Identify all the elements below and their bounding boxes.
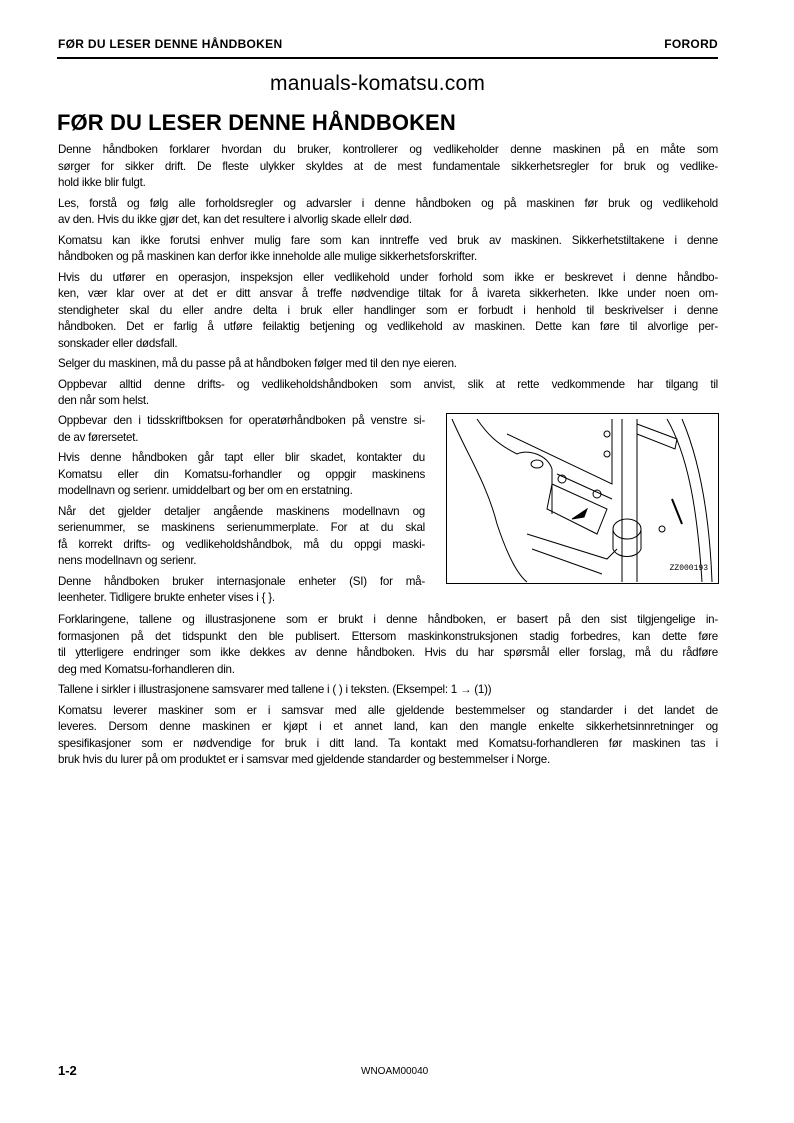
text-line: serienummer, se maskinens serienummerplate. For at du skal bbox=[58, 521, 425, 534]
text-line: Les, forstå og følg alle forholdsregler og advarsler i denne håndboken og på maskinen før bruk og vedlikehold bbox=[58, 196, 718, 210]
running-header-title: FØR DU LESER DENNE HÅNDBOKEN bbox=[58, 37, 283, 51]
text-line: Komatsu eller din Komatsu-forhandler og oppgir maskinens bbox=[58, 467, 425, 481]
paragraph bbox=[58, 612, 718, 678]
text-line: Oppbevar alltid denne drifts- og vedlikeholdshåndboken som anvist, slik at rette vedkommende har tilgang til bbox=[58, 377, 718, 391]
text-line: Komatsu leverer maskiner som er i samsvar med alle gjeldende bestemmelser og standarder i det landet de bbox=[58, 703, 718, 717]
text-line: de av førersetet. bbox=[58, 430, 139, 444]
document-code: WNOAM00040 bbox=[361, 1066, 429, 1077]
text-line: håndboken. Det er farlig å utføre feilaktig betjening og vedlikehold av maskinen. Dette kan føre til alvorlige per- bbox=[58, 320, 718, 333]
paragraph bbox=[58, 682, 718, 699]
text-line: av den. Hvis du ikke gjør det, kan det resultere i alvorlig skade ellelr død. bbox=[58, 213, 412, 226]
header-rule bbox=[57, 57, 718, 59]
text-line: Forklaringene, tallene og illustrasjonene som er brukt i denne håndboken, er basert på den sist tilgjengelige in- bbox=[58, 613, 718, 626]
running-header-chapter: FORORD bbox=[664, 37, 718, 51]
text-line: Tallene i sirkler i illustrasjonene samsvarer med tallene i ( ) i teksten. (Eksempel: 1 → (1)) bbox=[58, 683, 492, 696]
text-line: hold ikke blir fulgt. bbox=[58, 176, 146, 189]
figure-code: ZZ000193 bbox=[669, 564, 708, 573]
paragraph bbox=[58, 233, 718, 266]
text-line: Oppbevar den i tidsskriftboksen for operatørhåndboken på venstre si- bbox=[58, 414, 425, 427]
text-line: nens modellnavn og serienr. bbox=[58, 554, 197, 567]
paragraph bbox=[58, 703, 718, 769]
text-line: Denne håndboken bruker internasjonale enheter (SI) for må- bbox=[58, 574, 425, 588]
text-line: modellnavn og serienr. umiddelbart og ber om en erstatning. bbox=[58, 484, 353, 497]
text-line: spesifikasjoner som er nødvendige for bruk i ditt land. Ta kontakt med Komatsu-forhandleren før maskinen tas i bbox=[58, 736, 718, 750]
text-line: få korrekt drifts- og vedlikeholdshåndbok, må du oppgi maski- bbox=[58, 537, 425, 551]
text-line: Hvis du utfører en operasjon, inspeksjon eller vedlikehold under forhold som ikke er beskrevet i denne håndbo- bbox=[58, 270, 718, 284]
paragraph bbox=[58, 450, 425, 500]
text-line: ken, vær klar over at det er ditt ansvar å treffe nødvendige tiltak for å ivareta sikkerheten. Ikke under noen om- bbox=[58, 287, 718, 300]
watermark: manuals-komatsu.com bbox=[270, 72, 486, 95]
text-line: Komatsu kan ikke forutsi enhver mulig fare som kan inntreffe ved bruk av maskinen. Sikkerhetstiltakene i denne bbox=[58, 233, 718, 247]
manual-storage-illustration bbox=[446, 413, 719, 584]
paragraph bbox=[58, 196, 718, 229]
text-line: sonskader eller dødsfall. bbox=[58, 336, 178, 350]
body-text-top bbox=[58, 142, 718, 414]
text-line: stendigheter skal du eller andre delta i bruk eller handlinger som er forbudt i henhold til beskrivelser i denne bbox=[58, 303, 718, 317]
text-line: Denne håndboken forklarer hvordan du bruker, kontrollerer og vedlikeholder denne maskinen på en måte som bbox=[58, 143, 718, 156]
text-line: sørger for sikker drift. De fleste ulykker skyldes at de mest fundamentale sikkerhetsregler for bruk og vedlike- bbox=[58, 159, 718, 173]
text-line: Hvis denne håndboken går tapt eller blir skadet, kontakter du bbox=[58, 451, 425, 464]
body-text-beside-figure bbox=[58, 413, 425, 611]
paragraph bbox=[58, 504, 425, 570]
text-line: Når det gjelder detaljer angående maskinens modellnavn og bbox=[58, 504, 425, 518]
page-number: 1-2 bbox=[58, 1063, 77, 1078]
text-line: til ytterligere endringer som ikke dekkes av denne håndboken. Hvis du har spørsmål eller forslag, må du rådføre bbox=[58, 646, 718, 659]
paragraph bbox=[58, 270, 718, 353]
paragraph bbox=[58, 574, 425, 607]
paragraph bbox=[58, 377, 718, 410]
text-line: leveres. Dersom denne maskinen er kjøpt i et annet land, kan den mangle enkelte sikkerhetsinnretninger og bbox=[58, 720, 718, 733]
paragraph bbox=[58, 142, 718, 192]
body-text-bottom bbox=[58, 612, 718, 773]
text-line: bruk hvis du lurer på om produktet er i samsvar med gjeldende standarder og bestemmelser i Norge. bbox=[58, 753, 550, 766]
text-line: deg med Komatsu-forhandleren din. bbox=[58, 662, 235, 676]
text-line: håndboken og på maskinen kan derfor ikke inneholde alle mulige sikkerhetsforskrifter. bbox=[58, 250, 477, 263]
page-title: FØR DU LESER DENNE HÅNDBOKEN bbox=[57, 110, 456, 135]
text-line: formasjonen på det tidspunkt den ble publisert. Ettersom maskinkonstruksjonen stadig forbedres, kan dette føre bbox=[58, 629, 718, 643]
text-line: den når som helst. bbox=[58, 394, 149, 407]
text-line: Selger du maskinen, må du passe på at håndboken følger med til den nye eieren. bbox=[58, 357, 457, 370]
storage-box-drawing bbox=[447, 414, 718, 583]
paragraph bbox=[58, 356, 718, 373]
text-line: leenheter. Tidligere brukte enheter vises i { }. bbox=[58, 591, 275, 604]
paragraph bbox=[58, 413, 425, 446]
